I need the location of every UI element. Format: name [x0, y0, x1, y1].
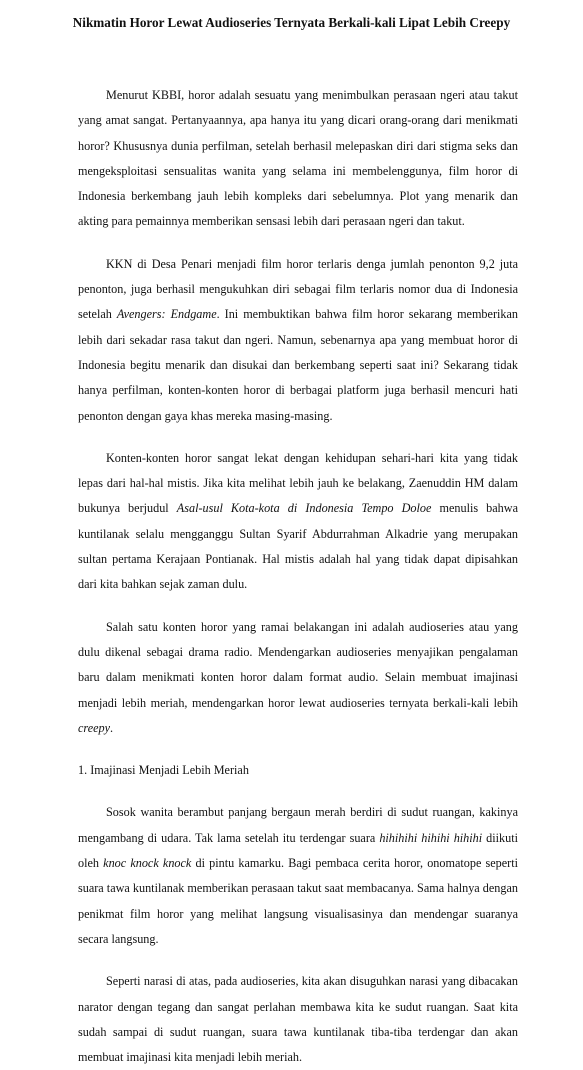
onomatopoeia-laugh: hihihihi hihihi hihihi — [379, 830, 483, 845]
paragraph-text: Sosok wanita berambut panjang bergaun merah berdiri di sudut ruangan, kakinya mengambang di udara. Tak lama setelah itu terdengar suara — [78, 805, 518, 845]
article-title: Nikmatin Horor Lewat Audioseries Ternyata Berkali-kali Lipat Lebih Creepy — [72, 15, 511, 30]
paragraph-text: . — [110, 720, 114, 735]
paragraph-text: Salah satu konten horor yang ramai belakangan ini adalah audioseries atau yang dulu dikenal sebagai drama radio. Mendengarkan audioseries menyajikan pengalaman baru dalam menikmati konten horor dalam format audio. Selain membuat imajinasi menjadi lebih meriah, mendengarkan horor lewat audioseries ternyata berkali-kali lebih — [78, 619, 518, 710]
paragraph-audioseries-intro — [78, 615, 518, 741]
onomatopoeia-knock: knoc knock knock — [103, 856, 192, 871]
paragraph-kkn-desa-penari — [78, 252, 518, 429]
book-title-italic: Asal-usul Kota-kota di Indonesia Tempo Doloe — [176, 501, 432, 516]
paragraph-text: di pintu kamarku. Bagi pembaca cerita horor, onomatope seperti suara tawa kuntilanak memberikan perasaan takut saat membacanya. Sama halnya dengan penikmat film horor yang melihat langsung visualisasinya dan mendengar suaranya secara langsung. — [78, 856, 519, 946]
article-body — [78, 83, 518, 1070]
paragraph-text: menulis bahwa kuntilanak selalu mengganggu Sultan Syarif Abdurrahman Alkadrie yang merupakan sultan pertama Kerajaan Pontianak. Hal mistis adalah hal yang tidak dapat dipisahkan dari kita bahkan sejak zaman dulu. — [78, 501, 518, 592]
italic-word: creepy — [78, 720, 111, 735]
paragraph-text: KKN di Desa Penari menjadi film horor terlaris denga jumlah penonton 9,2 juta penonton, juga berhasil mengukuhkan diri sebagai film terlaris nomor dua di Indonesia setelah — [78, 256, 518, 322]
paragraph-text: diikuti oleh — [78, 830, 518, 871]
film-title-italic: Avengers: Endgame — [116, 307, 217, 322]
paragraph-narrative-scene — [78, 800, 518, 952]
paragraph-text: Konten-konten horor sangat lekat dengan kehidupan sehari-hari kita yang tidak lepas dari hal-hal mistis. Jika kita melihat lebih jauh ke belakang, Zaenuddin HM dalam bukunya berjudul — [78, 450, 518, 516]
paragraph-mystic-history — [78, 446, 518, 598]
section-heading: 1. Imajinasi Menjadi Lebih Meriah — [78, 763, 249, 778]
paragraph-text: . Ini membuktikan bahwa film horor sekarang memberikan lebih dari sekadar rasa takut dan ngeri. Namun, sebenarnya apa yang membuat horor di Indonesia begitu menarik dan disukai dan berkembang seperti saat ini? Sekarang tidak hanya perfilman, konten-konten horor di berbagai platform juga berhasil mencuri hati penonton dengan gaya khas mereka masing-masing. — [78, 307, 518, 423]
paragraph-narrator-audio: Seperti narasi di atas, pada audioseries, kita akan disuguhkan narasi yang dibacakan narator dengan tegang dan sangat perlahan membawa kita ke sudut ruangan. Saat kita sudah sampai di sudut ruangan, suara tawa kuntilanak tiba-tiba terdengar dan akan membuat imajinasi kita menjadi lebih meriah. — [78, 974, 518, 1065]
paragraph-kbbi-definition: Menurut KBBI, horor adalah sesuatu yang menimbulkan perasaan ngeri atau takut yang amat sangat. Pertanyaannya, apa hanya itu yang dicari orang-orang dari menikmati horor? Khususnya dunia perfilman, setelah berhasil melepaskan diri dari stigma seks dan mengeksploitasi sensualitas wanita yang selama ini membelenggunya, film horor di Indonesia berkembang jauh lebih kompleks dari sebelumnya. Plot yang menarik dan akting para pemainnya memberikan sensasi lebih dari perasaan ngeri dan takut. — [78, 88, 518, 229]
